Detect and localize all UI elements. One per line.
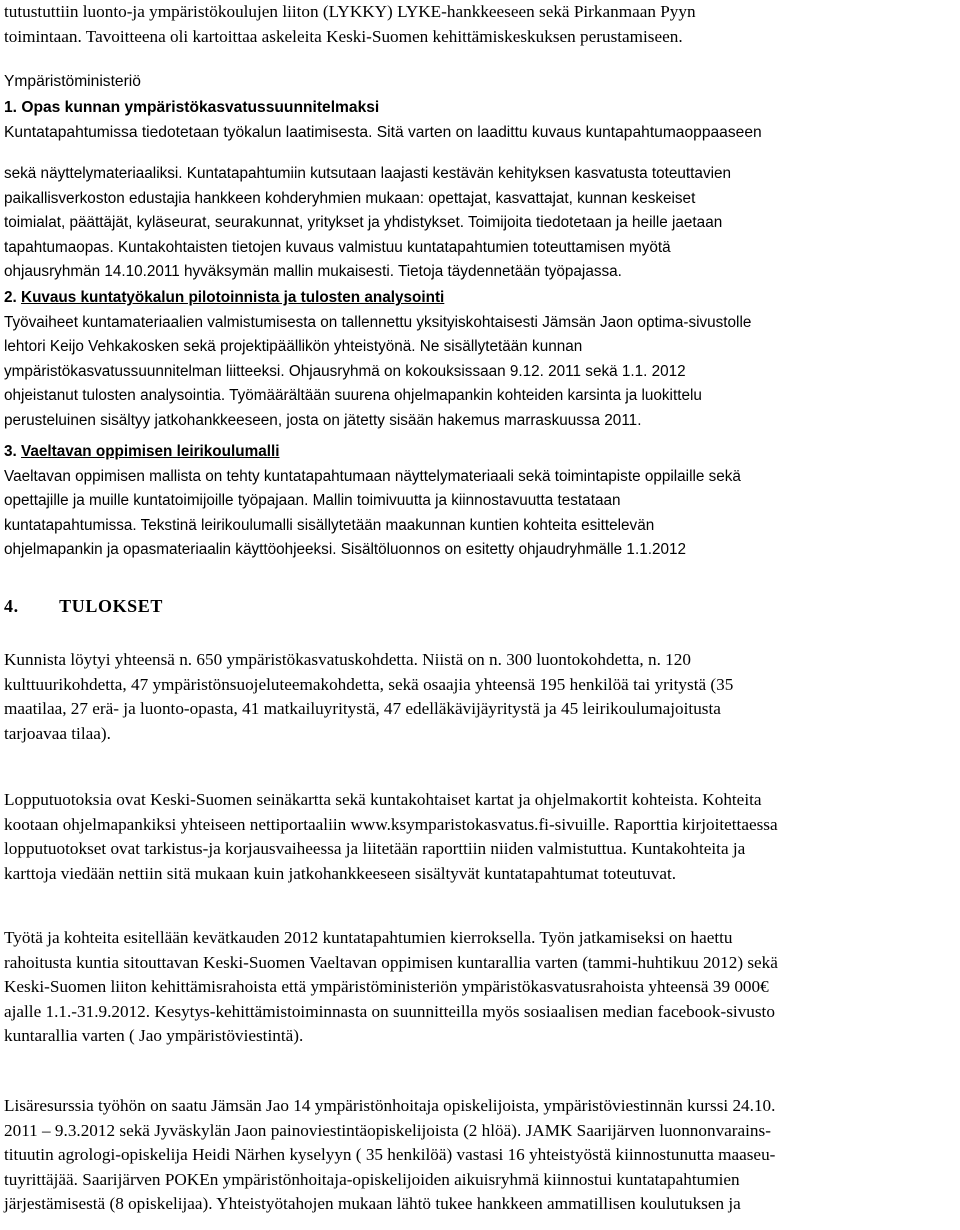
section-1-heading: 1. Opas kunnan ympäristökasvatussuunnitelmaksi xyxy=(4,99,380,116)
results-paragraph-4 xyxy=(4,1094,775,1217)
text-line: rahoitusta kuntia sitouttavan Keski-Suomen Vaeltavan oppimisen kuntarallia varten (tammi-huhtikuu 2012) sekä xyxy=(4,952,778,972)
text-line: opettajille ja muille kuntatoimijoille työpajaan. Mallin toimivuutta ja kiinnostavuutta testataan xyxy=(4,492,621,509)
ministry-label: Ympäristöministeriö xyxy=(4,73,141,90)
text-line: paikallisverkoston edustajia hankkeen kohderyhmien mukaan: opettajat, kasvattajat, kunnan keskeiset xyxy=(4,189,696,207)
text-line: kootaan ohjelmapankiksi yhteiseen nettiportaaliin www.ksymparistokasvatus.fi-sivuille. Raporttia kirjoitettaessa xyxy=(4,814,778,834)
text-line: toimialat, päättäjät, kyläseurat, seurakunnat, yritykset ja yhdistykset. Toimijoita tiedotetaan ja heille jaetaan xyxy=(4,214,723,231)
text-line: ohjelmapankin ja opasmateriaalin käyttöohjeeksi. Sisältöluonnos on esitetty ohjaudryhmälle 1.1.2012 xyxy=(4,541,686,558)
text-line: ajalle 1.1.-31.9.2012. Kesytys-kehittämistoiminnasta on suunnitteilla myös sosiaalisen median facebook-sivusto xyxy=(4,1001,775,1021)
results-paragraph-3 xyxy=(4,926,778,1049)
text-line: Kuntatapahtumissa tiedotetaan työkalun laatimisesta. Sitä varten on laadittu kuvaus kuntapahtumaoppaaseen xyxy=(4,123,762,141)
text-line: ohjeistanut tulosten analysointia. Työmäärältään suurena ohjelmapankin kohteiden karsinta ja luokittelu xyxy=(4,387,702,404)
text-line: kuntatapahtumissa. Tekstinä leirikoulumalli sisällytetään maakunnan kuntien kohteita esittelevän xyxy=(4,516,655,534)
text-line: karttoja viedään nettiin sitä mukaan kuin jatkohankkeeseen sisältyvät kuntatapahtumat toteutuvat. xyxy=(4,863,677,883)
text-line: Työvaiheet kuntamateriaalien valmistumisesta on tallennettu yksityiskohtaisesti Jämsän Jaon optima-sivustolle xyxy=(4,313,752,331)
section-3 xyxy=(4,440,741,563)
section-3-heading: 3. Vaeltavan oppimisen leirikoulumalli xyxy=(4,443,280,460)
intro-paragraph xyxy=(4,0,696,49)
section-3-title: Vaeltavan oppimisen leirikoulumalli xyxy=(21,443,280,460)
text-line: toimintaan. Tavoitteena oli kartoittaa askeleita Keski-Suomen kehittämiskeskuksen perustamiseen. xyxy=(4,26,683,46)
text-line: Lopputuotoksia ovat Keski-Suomen seinäkartta sekä kuntakohtaiset kartat ja ohjelmakortit kohteista. Kohteita xyxy=(4,790,762,809)
text-line: tuyrittäjää. Saarijärven POKEn ympäristönhoitaja-opiskelijoiden aikuisryhmä kiinnostui kuntatapahtumien xyxy=(4,1169,740,1189)
text-line: kuntarallia varten ( Jao ympäristöviestintä). xyxy=(4,1026,304,1045)
text-line: perusteluinen sisältyy jatkohankkeeseen, josta on jätetty sisään hakemus marraskuussa 2011. xyxy=(4,411,642,429)
text-line: lehtori Keijo Vehkakosken sekä projektipäällikön yhteistyönä. Ne sisällytetään kunnan xyxy=(4,338,583,355)
text-line: tutustuttiin luonto-ja ympäristökoulujen liiton (LYKKY) LYKE-hankkeeseen sekä Pirkanmaan Pyyn xyxy=(4,2,696,21)
section-2-heading: 2. Kuvaus kuntatyökalun pilotoinnista ja tulosten analysointi xyxy=(4,289,445,306)
text-line: kulttuurikohdetta, 47 ympäristönsuojeluteemakohdetta, sekä osaajia yhteensä 195 henkilöä tai yritystä (35 xyxy=(4,674,734,694)
text-line: ympäristökasvatussuunnitelman liitteeksi. Ohjausryhmä on kokouksissaan 9.12. 2011 sekä 1.1. 2012 xyxy=(4,362,686,380)
section-2 xyxy=(4,286,751,433)
text-line: maatilaa, 27 erä- ja luonto-opasta, 41 matkailuyritystä, 47 edelläkävijäyritystä ja 45 leirikoulumajoitusta xyxy=(4,699,721,718)
text-line: lopputuotokset ovat tarkistus-ja korjausvaiheessa ja liitetään raporttiin niiden valmistuttua. Kuntakohteita ja xyxy=(4,839,746,858)
section-2-title: Kuvaus kuntatyökalun pilotoinnista ja tulosten analysointi xyxy=(21,289,445,306)
text-line: Työtä ja kohteita esitellään kevätkauden 2012 kuntatapahtumien kierroksella. Työn jatkamiseksi on haettu xyxy=(4,928,733,947)
text-line: Lisäresurssia työhön on saatu Jämsän Jao 14 ympäristönhoitaja opiskelijoista, ympäristöviestinnän kurssi 24.10. xyxy=(4,1096,776,1115)
section-1-body xyxy=(4,162,731,285)
section-1 xyxy=(4,96,762,145)
results-paragraph-2 xyxy=(4,788,778,886)
text-line: Kunnista löytyi yhteensä n. 650 ympäristökasvatuskohdetta. Niistä on n. 300 luontokohdetta, n. 120 xyxy=(4,650,691,669)
section-4-heading: 4. TULOKSET xyxy=(4,596,164,616)
text-line: tapahtumaopas. Kuntakohtaisten tietojen kuvaus valmistuu kuntatapahtumien toteuttamisen myötä xyxy=(4,238,671,256)
results-paragraph-1 xyxy=(4,648,733,746)
text-line: sekä näyttelymateriaaliksi. Kuntatapahtumiin kutsutaan laajasti kestävän kehityksen kasvatusta toteuttavien xyxy=(4,165,732,182)
text-line: tarjoavaa tilaa). xyxy=(4,723,111,743)
text-line: 2011 – 9.3.2012 sekä Jyväskylän Jaon painoviestintäopiskelijoista (2 hlöä). JAMK Saarijärven luonnonvarains- xyxy=(4,1120,771,1140)
text-line: järjestämisestä (8 opiskelijaa). Yhteistyötahojen mukaan lähtö tukee hankkeen ammatillisen koulutuksen ja xyxy=(4,1194,741,1213)
text-line: Vaeltavan oppimisen mallista on tehty kuntatapahtumaan näyttelymateriaali sekä toimintapiste oppilaille sekä xyxy=(4,467,741,485)
text-line: Keski-Suomen liiton kehittämisrahoista että ympäristöministeriön ympäristökasvatusrahoista yhteensä 39 000€ xyxy=(4,977,769,996)
text-line: tituutin agrologi-opiskelija Heidi Närhen kyselyyn ( 35 henkilöä) vastasi 16 yhteistyöstä kiinnostunutta maaseu- xyxy=(4,1145,776,1164)
text-line: ohjausryhmän 14.10.2011 hyväksymän mallin mukaisesti. Tietoja täydennetään työpajassa. xyxy=(4,263,622,280)
